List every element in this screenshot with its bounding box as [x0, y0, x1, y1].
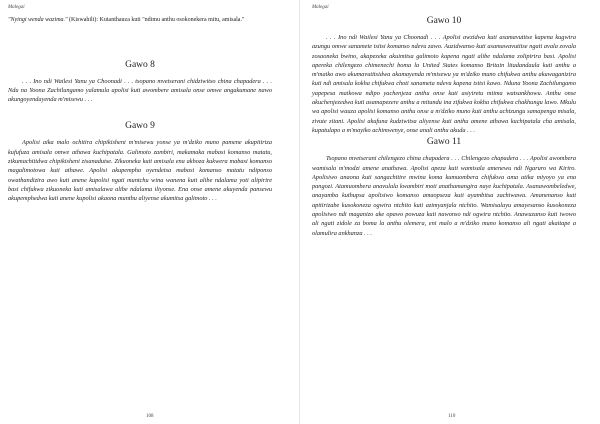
epigraph-language: (Kiswahili):	[69, 17, 99, 23]
left-running-head: Malegai	[8, 5, 25, 10]
left-page-number: 108	[146, 414, 154, 419]
right-page-body	[312, 16, 576, 238]
epigraph-quote: "Nyingi wenda wazima."	[8, 17, 68, 23]
right-running-head: Malegai	[312, 5, 329, 10]
section-text-gawo-9: Apolisi aika malo ochitira chipikisheni m'misewu yonse ya m'dziko muno pamene akupitiriza kufufuza amisala omwe athawa kuchipatala. Galimoto zambiri, makamaka mabasi komanso matatu, zikumachitidwa chipikisheni zisanadutse. Zikuoneka kuti amisala ena akhoza kukwera mabasi komanso magalimotowa kuti athawe. Apolisi akupempha oyendetsa mabasi komanso matatu ndiponso owathandizira awo kuti anene kupolisi ngati muntchu wina wanena kuti alibe ndalama yoti alipirire basi chifukwa zikuoneka kuti amisalawa alibe ndalama iliyonse. Ena onse amene akuyenda pansewu akupemphedwa kuti anene kupolisi akaona munthu aliyense akumitsa galimoto . . .	[8, 139, 272, 203]
epigraph	[8, 16, 272, 26]
section-text-gawo-10: . . . Ino ndi Wailesi Yanu ya Choonadi . . . Apolisi awzidwa kuti asamavutitse kapena kugwira azungu omwe sanamete tsitsi komanso ndevu zawo. Auzidwanso kuti asamawavutitse ngati avala zovala zosaoneka bwino, akapezeka akuimitsa galimoto kapena ngati alibe ndalama zolipirira basi. Apolisi apereka chilengezo chimenechi boma la United States komanso Britain litadandaula kuti anthu a m'maiko awo akumavutitsidwa akamayenda m'misewu ya m'dziko muno chifukwa anthu akuwaganizira kuti ndi amisala kokha chifukwa choti sanameta ndevu kapena tsitsi kawo. Nduna Yoona Zachilungamo yapepesa maikowa ndipo yachenjeza anthu onse kuti asiyiretu mtima watsankhowu. Anthu onse akuchenjezedwa kuti asamapezere anthu a mitundu ina zifukwa kokha chifukwa chakhungu lawo. Mkulu wa apolisi wauza apolisi komanso anthu onse a m'dziko muno kuti anthu achizungu samapenga misala, zivute zitani. Apolisi akufuna kudziwitsa aliyense kuti anthu amene athawa kuchipatala cha amisala, kupatulapo a m'mayiko achimwenye, onse anali anthu akuda . . .	[312, 34, 576, 134]
section-text-gawo-11: Tsopano mvetserani chilengezo china chapadera . . . Chilengezo chapadera . . . Apolisi awombera wamisala m'modzi amene anathawa. Apolisi apeza kuti wamisala amenewu ndi Ngaruro wa Kiriro. Apolisiwo anaona kuti sangachitire mwina koma kumuombera chifukwa ama atika miyoyo ya ena pangozi. Atamuombera anavulala kwambiri moti anathamangira naye kuchipatala. Asanawombeledwe, anayamba kuthupsa apolisiwo komanso amaopseza kuti ayambitsa zachiwawa. Amanenanso kuti apitirizabe kusokoneza ogwira ntchito kuti azimyanjala ntchito. Wamisalayu amayesanso kusokoneza apolisiwo ndi maganizo ake opawo powuza kuti nawonso ndi ogwira ntchito. Anawuzanso kuti iwowo ali ngati zidole za boma la anthu olemera, eni malo a m'dziko muno komanso ali ngati akaitape a olamulira ankhanza . . .	[312, 155, 576, 237]
section-heading-gawo-9: Gawo 9	[125, 121, 155, 132]
right-page-number: 110	[448, 414, 456, 419]
epigraph-translation: Kutanthauza kuti "ndimu anthu osokonekera mitu, amisala."	[99, 17, 245, 23]
section-heading-gawo-11: Gawo 11	[426, 137, 462, 148]
section-heading-gawo-8: Gawo 8	[125, 59, 155, 70]
left-page-body	[8, 16, 272, 203]
right-page	[300, 0, 600, 424]
section-heading-gawo-10: Gawo 10	[426, 16, 462, 26]
section-text-gawo-8: . . . Ino ndi Wailesi Yanu ya Choonadi . . . tsopano mvetserani chidziwitso china chapadera . . . Ndu na Yoona Zachilungamo yalamula apolisi kuti awombere amisala onse omwe angakumane nawo akungoyendayenda m'misewu . . .	[8, 77, 272, 104]
